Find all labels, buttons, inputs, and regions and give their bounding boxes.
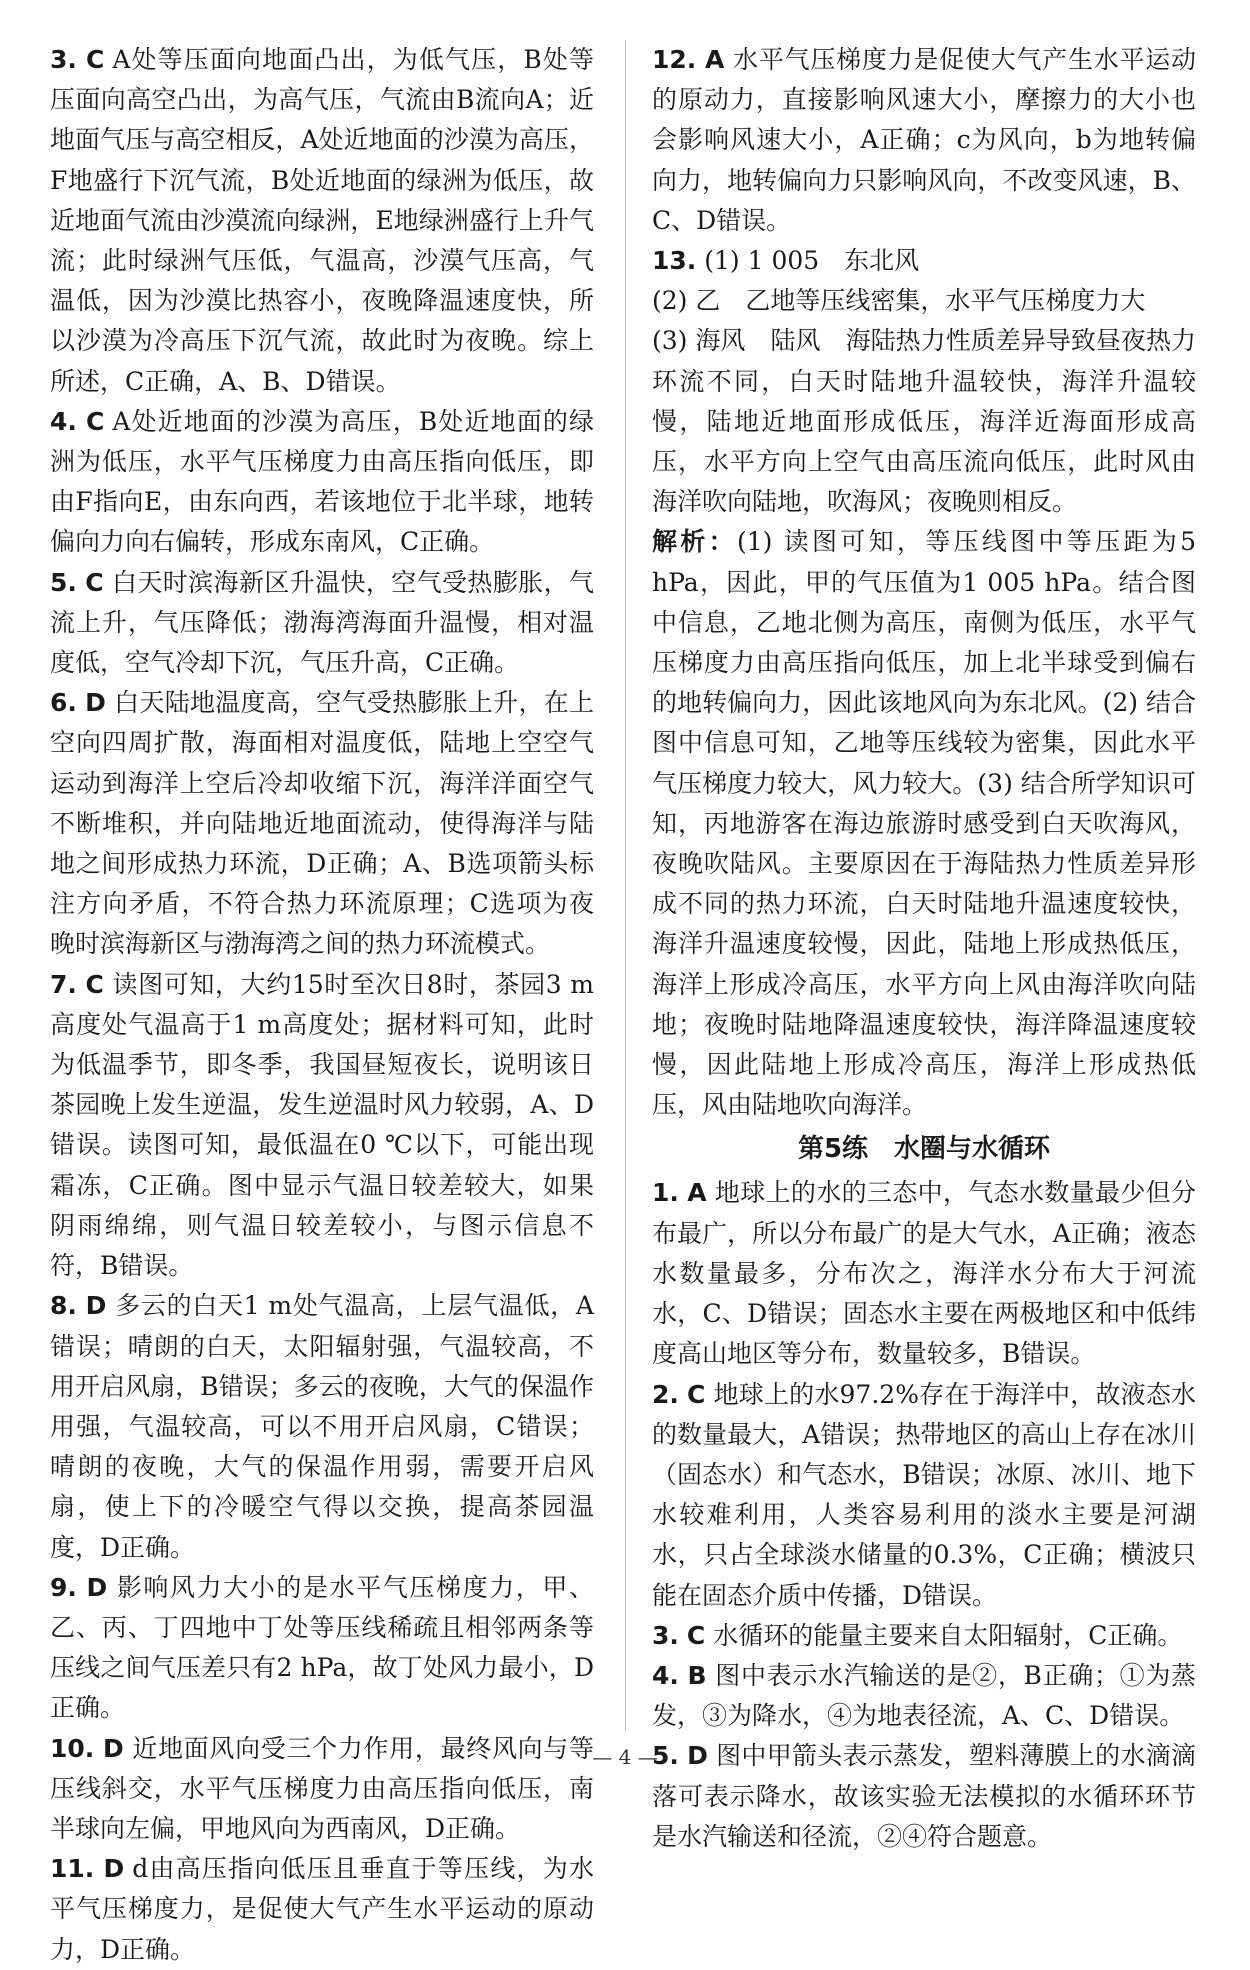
question-number: 2. [652, 1379, 679, 1409]
column-divider [625, 40, 626, 1730]
explanation-text: 图中甲箭头表示蒸发，塑料薄膜上的水滴滴落可表示降水，故该实验无法模拟的水循环环节是水汽输送和径流，②④符合题意。 [652, 1741, 1196, 1851]
answer-item-5 [50, 563, 594, 684]
q13-answer-3: (3) 海风 陆风 海陆热力性质差异导致昼夜热力环流不同，白天时陆地升温较快，海洋升温较慢，陆地近地面形成低压，海洋近海面形成高压，水平方向上空气由高压流向低压，此时风由海洋吹向陆地，吹海风；夜晚则相反。 [652, 326, 1196, 517]
question-number: 4. [50, 406, 77, 436]
question-number: 6. [50, 688, 77, 718]
answer-item-7 [50, 965, 594, 1287]
answer-item-3 [50, 40, 594, 402]
explanation-text: 影响风力大小的是水平气压梯度力，甲、乙、丙、丁四地中丁处等压线稀疏且相邻两条等压线之间气压差只有2 hPa，故丁处风力最小，D正确。 [50, 1572, 594, 1723]
section-title: 第5练 水圈与水循环 [797, 1134, 1051, 1165]
q13-answer-2: (2) 乙 乙地等压线密集，水平气压梯度力大 [652, 286, 1146, 316]
explanation-text: 白天陆地温度高，空气受热膨胀上升，在上空向四周扩散，海面相对温度低，陆地上空空气运动到海洋上空后冷却收缩下沉，海洋洋面空气不断堆积，并向陆地近地面流动，使得海洋与陆地之间形成热力环流，D正确；A、B选项箭头标注方向矛盾，不符合热力环流原理；C选项为夜晚时滨海新区与渤海湾之间的热力环流模式。 [50, 688, 594, 959]
answer-item-13 [652, 241, 1196, 1125]
section5-answer-4 [652, 1656, 1196, 1736]
explanation-text: 白天时滨海新区升温快，空气受热膨胀，气流上升，气压降低；渤海湾海面升温慢，相对温度低，空气冷却下沉，气压升高，C正确。 [50, 567, 594, 678]
answer-letter: D [103, 1854, 125, 1884]
question-number: 3. [50, 45, 77, 74]
explanation-text: 图中表示水汽输送的是②，B正确；①为蒸发，③为降水，④为地表径流，A、C、D错误。 [652, 1660, 1197, 1731]
section5-answer-3 [652, 1616, 1196, 1656]
answer-letter: C [85, 45, 105, 74]
right-column [652, 40, 1196, 1857]
explanation-text: 近地面风向受三个力作用，最终风向与等压线斜交，水平气压梯度力由高压指向低压，南半球向左偏，甲地风向为西南风，D正确。 [50, 1733, 594, 1843]
answer-letter: D [85, 688, 106, 718]
answer-letter: A [687, 1178, 707, 1208]
answer-letter: D [102, 1733, 124, 1763]
q13-answer-1: (1) 1 005 东北风 [704, 246, 920, 276]
answer-letter: C [686, 1620, 706, 1650]
section5-answer-1 [652, 1173, 1196, 1374]
analysis-label: 解析： [652, 527, 737, 557]
q13-analysis [652, 522, 1196, 1125]
explanation-text: 水循环的能量主要来自太阳辐射，C正确。 [713, 1620, 1183, 1650]
explanation-text: 水平气压梯度力是促使大气产生水平运动的原动力，直接影响风速大小，摩擦力的大小也会影响风速大小，A正确；c为风向，b为地转偏向力，地转偏向力只影响风向，不改变风速，B、C、D错误。 [652, 45, 1196, 235]
explanation-text: A处近地面的沙漠为高压，B处近地面的绿洲为低压，水平气压梯度力由高压指向低压，即由F指向E，由东向西，若该地位于北半球，地转偏向力向右偏转，形成东南风，C正确。 [50, 406, 594, 557]
question-number: 12. [652, 45, 697, 74]
explanation-text: 地球上的水的三态中，气态水数量最少但分布最广，所以分布最广的是大气水，A正确；液态水数量最多，分布次之，海洋水分布大于河流水，C、D错误；固态水主要在两极地区和中低纬度高山地区等分布，数量较多，B错误。 [652, 1178, 1196, 1369]
answer-item-6 [50, 683, 594, 964]
answer-item-12 [652, 40, 1196, 241]
answer-letter: A [705, 45, 725, 74]
answer-item-11 [50, 1849, 594, 1970]
explanation-text: 读图可知，大约15时至次日8时，茶园3 m高度处气温高于1 m高度处；据材料可知，此时为低温季节，即冬季，我国昼短夜长，说明该日茶园晚上发生逆温，发生逆温时风力较弱，A、D错误。读图可知，最低温在0 ℃以下，可能出现霜冻，C正确。图中显示气温日较差较大，如果阴雨绵绵，则气温日较差较小，与图示信息不符，B错误。 [50, 969, 594, 1281]
question-number: 9. [50, 1572, 77, 1602]
answer-item-8 [50, 1286, 594, 1567]
page-number: — 4 — [592, 1745, 658, 1769]
answer-letter: D [85, 1291, 107, 1321]
question-number: 8. [50, 1291, 77, 1321]
question-number: 13. [652, 246, 697, 276]
question-number: 7. [50, 969, 77, 999]
answer-item-9 [50, 1568, 594, 1729]
question-number: 10. [50, 1733, 95, 1763]
q13-part-1 [652, 241, 1196, 281]
explanation-text: d由高压指向低压且垂直于等压线，为水平气压梯度力，是促使大气产生水平运动的原动力，D正确。 [50, 1854, 594, 1964]
explanation-text: 地球上的水97.2%存在于海洋中，故液态水的数量最大，A错误；热带地区的高山上存在冰川（固态水）和气态水，B错误；冰原、冰川、地下水较难利用，人类容易利用的淡水主要是河湖水，只占全球淡水储量的0.3%，C正确；横波只能在固态介质中传播，D错误。 [652, 1379, 1196, 1610]
answer-item-4 [50, 402, 594, 563]
answer-letter: C [85, 567, 104, 597]
question-number: 5. [50, 567, 77, 597]
question-number: 1. [652, 1178, 679, 1208]
answer-letter: C [85, 406, 105, 436]
answer-letter: C [687, 1379, 706, 1409]
left-column [50, 40, 594, 1970]
answer-letter: C [85, 969, 104, 999]
question-number: 11. [50, 1854, 95, 1884]
answer-letter: D [687, 1741, 708, 1771]
question-number: 5. [652, 1741, 679, 1771]
explanation-text: 多云的白天1 m处气温高，上层气温低，A错误；晴朗的白天，太阳辐射强，气温较高，不用开启风扇，B错误；多云的夜晚，大气的保温作用强，气温较高，可以不用开启风扇，C错误；晴朗的夜晚，大气的保温作用弱，需要开启风扇，使上下的冷暖空气得以交换，提高茶园温度，D正确。 [50, 1291, 594, 1562]
analysis-text: (1) 读图可知，等压线图中等压距为5 hPa，因此，甲的气压值为1 005 hPa。结合图中信息，乙地北侧为高压，南侧为低压，水平气压梯度力由高压指向低压，加上北半球受到偏右的地转偏向力，因此该地风向为东北风。(2) 结合图中信息可知，乙地等压线较为密集，因此水平气压梯度力较大，风力较大。(3) 结合所学知识可知，丙地游客在海边旅游时感受到白天吹海风，夜晚吹陆风。主要原因在于海陆热力性质差异形成不同的热力环流，白天时陆地升温速度较快，海洋升温速度较慢，因此，陆地上形成热低压，海洋上形成冷高压，水平方向上风由海洋吹向陆地；夜晚时陆地降温速度较快，海洋降温速度较慢，因此陆地上形成冷高压，海洋上形成热低压，风由陆地吹向海洋。 [652, 527, 1196, 1120]
answer-letter: B [687, 1660, 707, 1690]
explanation-text: A处等压面向地面凸出，为低气压，B处等压面向高空凸出，为高气压，气流由B流向A；近地面气压与高空相反，A处近地面的沙漠为高压，F地盛行下沉气流，B处近地面的绿洲为低压，故近地面气流由沙漠流向绿洲，E地绿洲盛行上升气流；此时绿洲气压低，气温高，沙漠气压高，气温低，因为沙漠比热容小，夜晚降温速度快，所以沙漠为冷高压下沉气流，故此时为夜晚。综上所述，C正确，A、B、D错误。 [50, 45, 594, 396]
answer-letter: D [86, 1572, 108, 1602]
section5-answer-2 [652, 1375, 1196, 1616]
question-number: 4. [652, 1660, 679, 1690]
question-number: 3. [652, 1620, 679, 1650]
